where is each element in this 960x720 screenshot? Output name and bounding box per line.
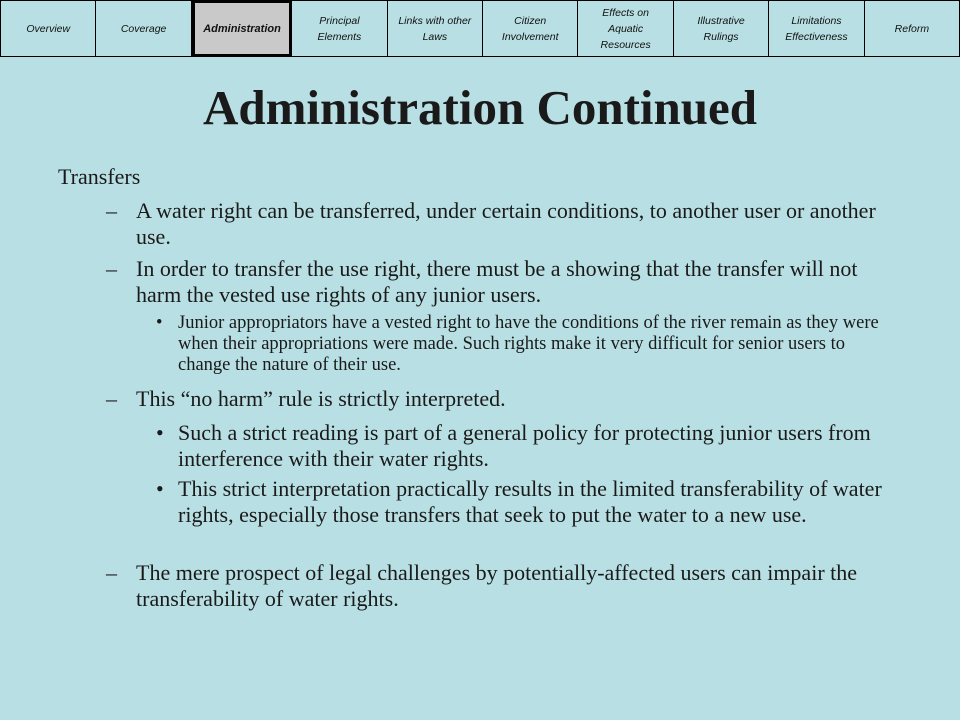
list-item xyxy=(106,256,906,308)
dash-marker: – xyxy=(106,256,117,281)
list-item xyxy=(106,560,906,612)
list-item xyxy=(106,386,906,412)
list-item-text: This strict interpretation practically results in the limited transferability of water rights, especially those transfers that seek to put the water to a new use. xyxy=(178,476,882,527)
list-item-text: A water right can be transferred, under certain conditions, to another user or another use. xyxy=(136,198,876,249)
page-title: Administration Continued xyxy=(202,80,758,135)
tab-effects-on-aquatic-resources[interactable]: Effects on Aquatic Resources xyxy=(578,0,673,57)
list-item-text: Junior appropriators have a vested right to have the conditions of the river remain as they were when their appropriations were made. Such rights make it very difficult for senior users to change the nature of their use. xyxy=(178,313,879,375)
list-item-text: This “no harm” rule is strictly interpreted. xyxy=(136,386,506,411)
tab-principal-elements[interactable]: Principal Elements xyxy=(292,0,387,57)
list-item-text: In order to transfer the use right, there must be a showing that the transfer will not harm the vested use rights of any junior users. xyxy=(136,256,858,307)
dash-marker: – xyxy=(106,560,117,585)
tab-links-with-other-laws[interactable]: Links with other Laws xyxy=(388,0,483,57)
bullet-marker: • xyxy=(156,476,164,501)
dash-marker: – xyxy=(106,386,117,411)
tab-coverage[interactable]: Coverage xyxy=(96,0,191,57)
tab-citizen-involvement[interactable]: Citizen Involvement xyxy=(483,0,578,57)
section-heading: Transfers xyxy=(58,164,141,189)
list-item xyxy=(106,198,906,250)
bullet-marker: • xyxy=(156,313,163,333)
list-item xyxy=(156,313,901,376)
list-item xyxy=(156,420,901,472)
tab-overview[interactable]: Overview xyxy=(0,0,96,57)
list-item-text: Such a strict reading is part of a general policy for protecting junior users from interference with their water rights. xyxy=(178,420,871,471)
bullet-marker: • xyxy=(156,420,164,445)
dash-marker: – xyxy=(106,198,117,223)
tab-reform[interactable]: Reform xyxy=(865,0,960,57)
tab-illustrative-rulings[interactable]: Illustrative Rulings xyxy=(674,0,769,57)
top-navigation xyxy=(0,0,960,57)
list-item-text: The mere prospect of legal challenges by potentially-affected users can impair the transferability of water rights. xyxy=(136,560,858,611)
tab-limitations-effectiveness[interactable]: Limitations Effectiveness xyxy=(769,0,864,57)
list-item xyxy=(156,476,901,528)
tab-administration[interactable]: Administration xyxy=(192,0,292,57)
